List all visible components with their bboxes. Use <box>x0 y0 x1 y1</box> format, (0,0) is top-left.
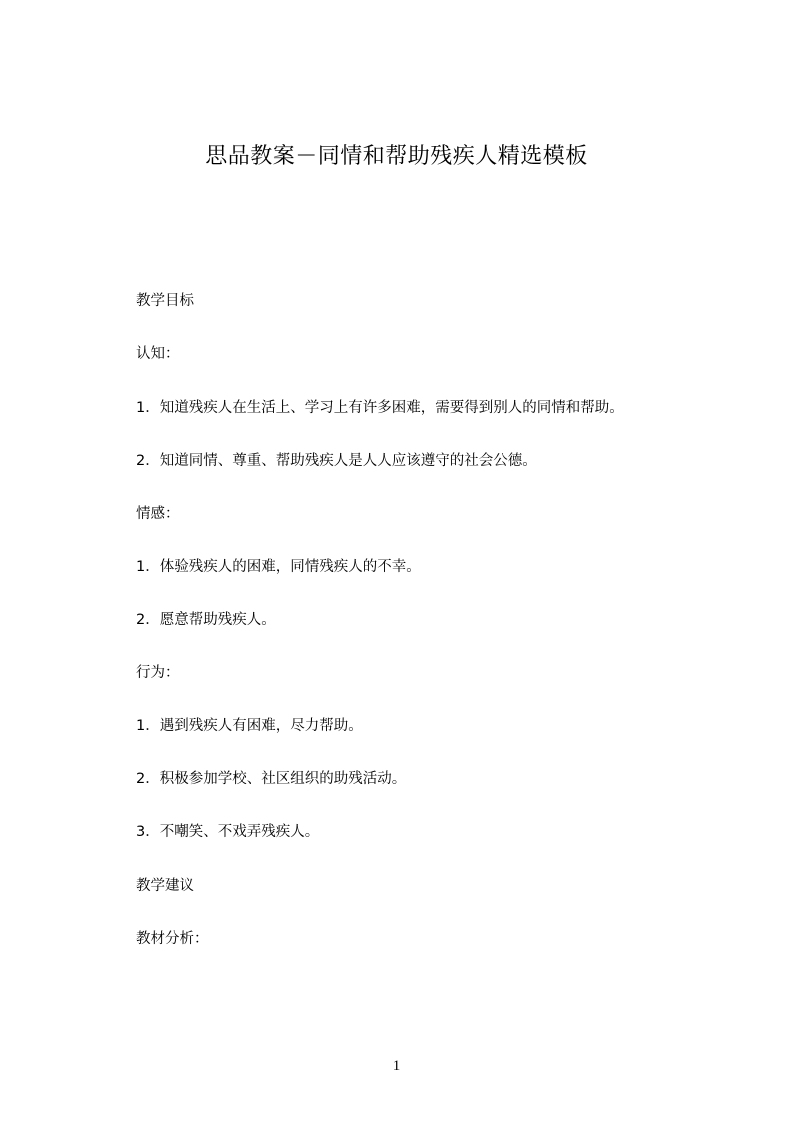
subheading-emotion: 情感： <box>136 506 180 522</box>
list-item: 2．积极参加学校、社区组织的助残活动。 <box>136 771 407 787</box>
page-number: 1 <box>392 1058 401 1074</box>
document-title: 思品教案－同情和帮助残疾人精选模板 <box>205 144 588 169</box>
list-item: 1．知道残疾人在生活上、学习上有许多困难，需要得到别人的同情和帮助。 <box>136 400 624 416</box>
section-heading-teaching-suggestions: 教学建议 <box>136 878 194 894</box>
subheading-textbook-analysis: 教材分析： <box>136 931 209 947</box>
list-item: 1．遇到残疾人有困难，尽力帮助。 <box>136 718 363 734</box>
subheading-behavior: 行为： <box>136 665 180 681</box>
list-item: 1．体验残疾人的困难，同情残疾人的不幸。 <box>136 559 421 575</box>
list-item: 2．愿意帮助残疾人。 <box>136 612 276 628</box>
section-heading-teaching-goals: 教学目标 <box>136 293 194 309</box>
list-item: 2．知道同情、尊重、帮助残疾人是人人应该遵守的社会公德。 <box>136 453 537 469</box>
subheading-cognition: 认知： <box>136 346 180 362</box>
list-item: 3．不嘲笑、不戏弄残疾人。 <box>136 824 320 840</box>
